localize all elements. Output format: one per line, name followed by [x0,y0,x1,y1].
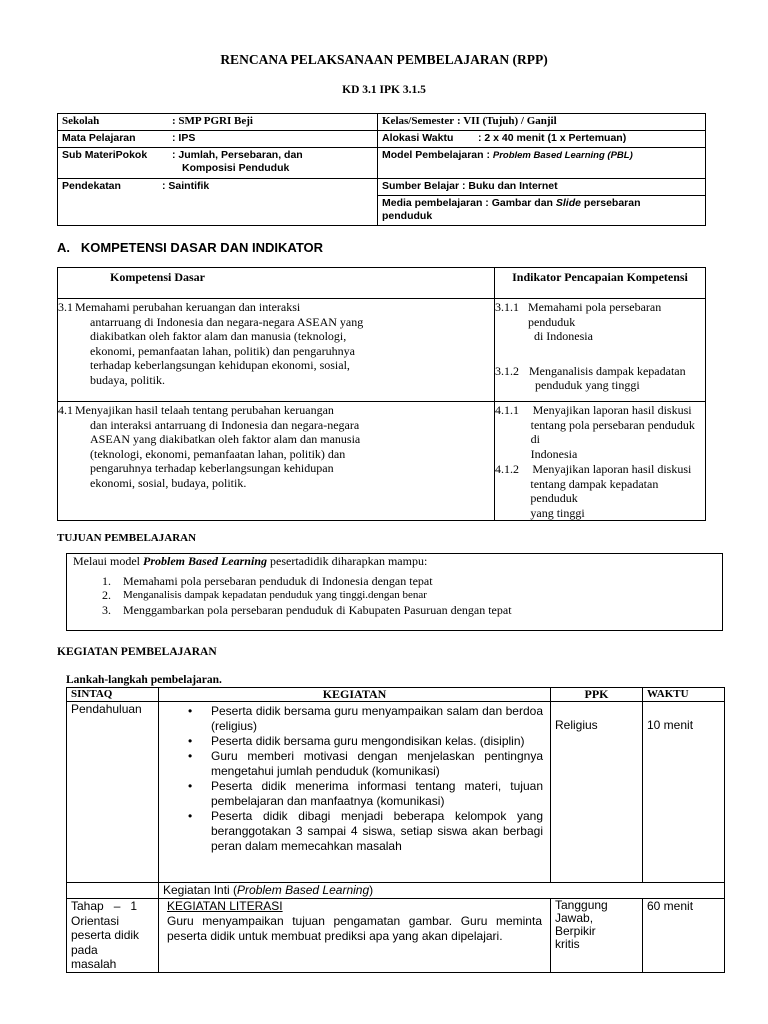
list-item: • Peserta didik bersama guru mengondisikan kelas. (disiplin) [211,734,543,749]
sub-materi-label: Sub MateriPokok [62,149,148,161]
ipk-header: Indikator Pencapaian Kompetensi [495,268,706,299]
sumber-cell [378,179,706,196]
tahap1-ppk-line: Berpikir [555,924,596,938]
col-sintaq: SINTAQ [67,688,159,702]
tahap1-kegiatan [159,899,551,973]
tujuan-intro-b: Problem Based Learning [142,554,267,568]
mapel-label: Mata Pelajaran [62,132,136,144]
tahap1-ppk-line: Jawab, [555,911,594,925]
ipk-3-1-1-line: di Indonesia [533,329,593,343]
pendahuluan-waktu: 10 menit [643,702,725,883]
steps-table [66,687,725,973]
pendekatan-value: : Saintifik [162,180,210,192]
pendahuluan-kegiatan [159,702,551,883]
pendekatan-label: Pendekatan [62,180,121,192]
tujuan-item: 2. Menganalisis dampak kepadatan penduduk yang tinggi.dengan benar [102,588,427,602]
tahap1-waktu: 60 menit [643,899,725,973]
ipk-4-1-1-num: 4.1.1 [495,403,519,417]
ipk-3-1-1-line: Memahami pola persebaran penduduk [527,300,662,329]
col-ppk: PPK [551,688,643,702]
kd-4-1-cell [58,402,495,521]
mapel-value: : IPS [172,132,196,144]
kd-3-1-cell [58,299,495,402]
tahap1-line: peserta didik [71,928,140,942]
page-subtitle: KD 3.1 IPK 3.1.5 [342,84,426,96]
ipk-4-1-2-line: tentang dampak kepadatan penduduk [530,476,659,505]
tahap1-sintaq [67,899,159,973]
kelas-cell [378,114,706,131]
kd-4-1-num: 4.1 [58,403,73,417]
sumber-text: Sumber Belajar : Buku dan Internet [382,180,558,192]
tahap1-ppk-line: Tanggung [555,898,608,912]
ipk-3-1-2-line: penduduk yang tinggi [535,378,640,392]
kegiatan-subheading: Lankah-langkah pembelajaran. [66,674,222,686]
kd-4-1-line: ekonomi, sosial, budaya, politik. [90,475,247,490]
sekolah-label: Sekolah [62,115,100,127]
inti-label-b: Problem Based Learning [237,883,370,897]
inti-label [159,883,551,899]
kd-3-1-line: Memahami perubahan keruangan dan interaksi [75,300,301,314]
ipk-4-1-2-num: 4.1.2 [495,462,519,476]
kelas-value: : VII (Tujuh) / Ganjil [457,115,557,127]
tahap1-line: Tahap – 1 [71,899,138,913]
ipk-4-1-2-line: yang tinggi [530,505,585,520]
inti-waktu-empty [643,883,725,899]
kd-table [57,267,706,521]
kd-4-1-line: pengaruhnya terhadap keberlangsungan kehidupan [90,461,334,475]
col-waktu: WAKTU [643,688,725,702]
ipk-3-1-1-num: 3.1.1 [495,300,519,314]
tujuan-intro-a: Melaui model [73,554,140,568]
alokasi-label: Alokasi Waktu [382,132,454,144]
sub-materi-value: : Jumlah, Persebaran, dan [172,149,303,161]
inti-label-a: Kegiatan Inti ( [163,883,238,897]
inti-ppk-empty [551,883,643,899]
literasi-title: KEGIATAN LITERASI [167,899,283,913]
kd-3-1-line: antarruang di Indonesia dan negara-negara ASEAN yang [90,314,364,329]
ipk-4-1-1-line: Menyajikan laporan hasil diskusi [532,403,692,417]
page-title: RENCANA PELAKSANAAN PEMBELAJARAN (RPP) [220,52,548,67]
ipk-4-1-1-line: Indonesia [530,446,578,461]
model-label: Model Pembelajaran : [382,149,490,161]
tujuan-heading: TUJUAN PEMBELAJARAN [57,532,197,544]
ipk-4-1-2-line: Menyajikan laporan hasil diskusi [532,462,692,476]
info-table [57,113,706,226]
list-item: • Peserta didik bersama guru menyampaikan salam dan berdoa (religius) [211,704,543,734]
mapel-cell [58,131,378,148]
kd-3-1-line: terhadap keberlangsungan kehidupan ekonomi, sosial, [90,358,350,372]
kd-4-1-line: ASEAN yang diakibatkan oleh faktor alam dan manusia [90,432,361,446]
list-item: • Peserta didik dibagi menjadi beberapa kelompok yang beranggotakan 3 sampai 4 siswa, setiap siswa akan berbagi peran dalam memecahkan masalah [211,809,543,854]
alokasi-value: : 2 x 40 menit (1 x Pertemuan) [478,132,627,144]
ipk-3-1-2-num: 3.1.2 [495,363,519,378]
media-cell [378,196,706,226]
media-text-a: Media pembelajaran : Gambar dan [382,197,553,209]
tujuan-list [73,574,716,618]
tujuan-box [66,553,723,631]
pendahuluan-sintaq: Pendahuluan [67,702,159,883]
kd-4-1-line: Menyajikan hasil telaah tentang perubahan keruangan [75,403,334,417]
tahap1-line: masalah [71,957,117,971]
tujuan-item: 1. Memahami pola persebaran penduduk di Indonesia dengan tepat [102,573,433,588]
pendahuluan-list [163,704,546,854]
literasi-text: Guru menyampaikan tujuan pengamatan gambar. Guru meminta peserta didik untuk membuat prediksi apa yang akan dipelajari. [167,914,542,943]
tujuan-intro-c: pesertadidik diharapkan mampu: [270,554,428,568]
media-text-b: Slide [555,197,581,209]
ipk-3-1-cell [495,299,706,402]
pendahuluan-ppk: Religius [551,702,643,883]
tahap1-line: Orientasi [71,913,120,928]
kd-3-1-line: ekonomi, pemanfaatan lahan, politik) dan pengaruhnya [90,343,355,358]
pendekatan-cell [58,179,378,226]
tujuan-intro [73,554,716,569]
kd-header: Kompetensi Dasar [58,268,495,299]
sub-materi-cell [58,148,378,179]
kd-4-1-line: dan interaksi antarruang di Indonesia dan negara-negara [90,417,360,432]
list-item: • Peserta didik menerima informasi tentang materi, tujuan pembelajaran dan manfaatnya (komunikasi) [211,779,543,809]
col-kegiatan: KEGIATAN [159,688,551,702]
sekolah-cell [58,114,378,131]
model-value: Problem Based Learning (PBL) [492,150,633,161]
ipk-4-1-cell [495,402,706,521]
tujuan-item: 3. Menggambarkan pola persebaran penduduk di Kabupaten Pasuruan dengan tepat [102,602,512,617]
kd-3-1-line: diakibatkan oleh faktor alam dan manusia (teknologi, [90,329,347,343]
kelas-label: Kelas/Semester [382,115,455,127]
kegiatan-heading: KEGIATAN PEMBELAJARAN [57,646,217,658]
list-item: • Guru memberi motivasi dengan menjelaskan pentingnya mengetahui jumlah penduduk (komunikasi) [211,749,543,779]
inti-label-c: ) [369,883,374,897]
sekolah-value: : SMP PGRI Beji [172,115,253,127]
kd-3-1-num: 3.1 [58,300,73,314]
alokasi-cell [378,131,706,148]
kd-4-1-line: (teknologi, ekonomi, pemanfaatan lahan, politik) dan [90,446,346,461]
section-a-heading: A. KOMPETENSI DASAR DAN INDIKATOR [57,240,324,255]
media-text-c: persebaran [583,197,641,209]
model-cell [378,148,706,179]
ipk-3-1-2-line: Menganalisis dampak kepadatan [529,363,686,378]
tahap1-line: pada [71,942,98,957]
tahap1-ppk [551,899,643,973]
sub-materi-value-2: Komposisi Penduduk [182,162,290,174]
tahap1-ppk-line: kritis [555,937,580,951]
ipk-4-1-1-line: tentang pola persebaran penduduk di [530,417,695,446]
kd-3-1-line: budaya, politik. [90,372,165,387]
media-text-2: penduduk [382,210,433,222]
inti-sintaq-empty [67,883,159,899]
